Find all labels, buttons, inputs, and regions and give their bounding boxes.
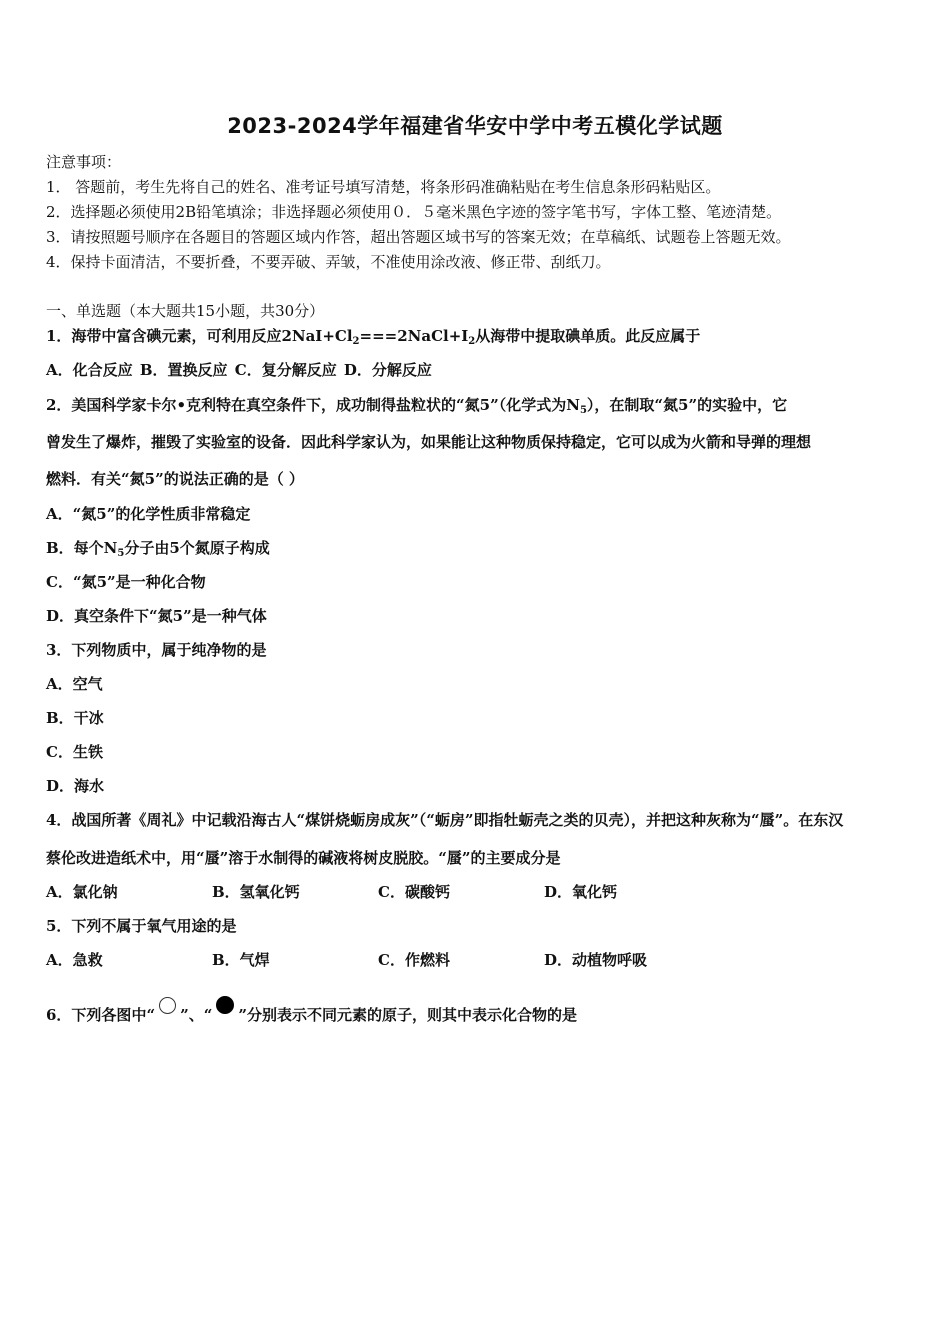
q6-text-a: 6．下列各图中“: [46, 1006, 156, 1024]
q6-text-b: ”、“: [180, 1006, 213, 1024]
notice-item: 3．请按照题号顺序在各题目的答题区域内作答，超出答题区域书写的答案无效；在草稿纸、试题卷上答题无效。: [46, 228, 791, 246]
question-1-options: A．化合反应 B．置换反应 C．复分解反应 D．分解反应: [46, 361, 432, 379]
question-6-stem: [46, 996, 577, 1025]
q1-subscript-a: 2: [352, 336, 360, 347]
question-5-option: B．气焊: [212, 951, 270, 969]
black-atom-icon: [216, 996, 234, 1014]
q2-subscript: 5: [579, 405, 587, 416]
question-4-line: 4．战国所著《周礼》中记载沿海古人“煤饼烧蛎房成灰”（“蛎房”即指牡蛎壳之类的贝壳），并把这种灰称为“蜃”。在东汉: [46, 811, 844, 829]
notice-item: 2．选择题必须使用2B铅笔填涂；非选择题必须使用０．５毫米黑色字迹的签字笔书写，字体工整、笔迹清楚。: [46, 203, 782, 221]
question-2-line: 燃料．有关“氮5”的说法正确的是（ ）: [46, 470, 304, 488]
q1-subscript-b: 2: [468, 336, 476, 347]
page-title: 2023-2024学年福建省华安中学中考五模化学试题: [227, 114, 723, 138]
question-3-stem: 3．下列物质中，属于纯净物的是: [46, 641, 267, 659]
question-3-option: A．空气: [46, 675, 103, 693]
q2-optb-text-b: 分子由5个氮原子构成: [124, 539, 270, 557]
notice-heading: 注意事项：: [46, 153, 122, 171]
q2-optb-subscript: 5: [117, 548, 125, 559]
question-4-line: 蔡伦改进造纸术中，用“蜃”溶于水制得的碱液将树皮脱胶。“蜃”的主要成分是: [46, 849, 561, 867]
question-2-option-b: [46, 538, 270, 558]
q2-text-a: 2．美国科学家卡尔•克利特在真空条件下，成功制得盐粒状的“氮5”（化学式为N: [46, 396, 580, 414]
question-3-option: B．干冰: [46, 709, 104, 727]
q1-text-a: 1．海带中富含碘元素，可利用反应2NaI+Cl: [46, 327, 353, 345]
question-4-option: B．氢氧化钙: [212, 883, 300, 901]
question-3-option: D．海水: [46, 777, 105, 795]
notice-item: 4．保持卡面清洁，不要折叠，不要弄破、弄皱，不准使用涂改液、修正带、刮纸刀。: [46, 253, 611, 271]
question-5-stem: 5．下列不属于氧气用途的是: [46, 917, 237, 935]
question-2-option-c: C．“氮5”是一种化合物: [46, 573, 206, 591]
question-2-option-d: D．真空条件下“氮5”是一种气体: [46, 607, 267, 625]
question-2-line: [46, 395, 787, 415]
q2-text-b: ），在制取“氮5”的实验中，它: [586, 396, 788, 414]
notice-item: 1． 答题前，考生先将自己的姓名、准考证号填写清楚，将条形码准确粘贴在考生信息条形码粘贴区。: [46, 178, 721, 196]
question-4-option: C．碳酸钙: [378, 883, 450, 901]
question-2-option-a: A．“氮5”的化学性质非常稳定: [46, 505, 251, 523]
white-atom-icon: [159, 997, 176, 1014]
q6-text-c: ”分别表示不同元素的原子，则其中表示化合物的是: [238, 1006, 577, 1024]
question-5-option: D．动植物呼吸: [544, 951, 648, 969]
question-3-option: C．生铁: [46, 743, 103, 761]
section-heading: 一、单选题（本大题共15小题，共30分）: [46, 302, 325, 320]
q2-optb-text-a: B．每个N: [46, 539, 118, 557]
q1-text-b: ===2NaCl+I: [359, 327, 469, 345]
question-4-option: D．氧化钙: [544, 883, 618, 901]
question-5-option: C．作燃料: [378, 951, 450, 969]
question-2-line: 曾发生了爆炸，摧毁了实验室的设备．因此科学家认为，如果能让这种物质保持稳定，它可以成为火箭和导弹的理想: [46, 433, 812, 451]
question-5-option: A．急救: [46, 951, 103, 969]
question-4-option: A．氯化钠: [46, 883, 118, 901]
q1-text-c: 从海带中提取碘单质。此反应属于: [475, 327, 701, 345]
question-1-stem: [46, 326, 700, 346]
